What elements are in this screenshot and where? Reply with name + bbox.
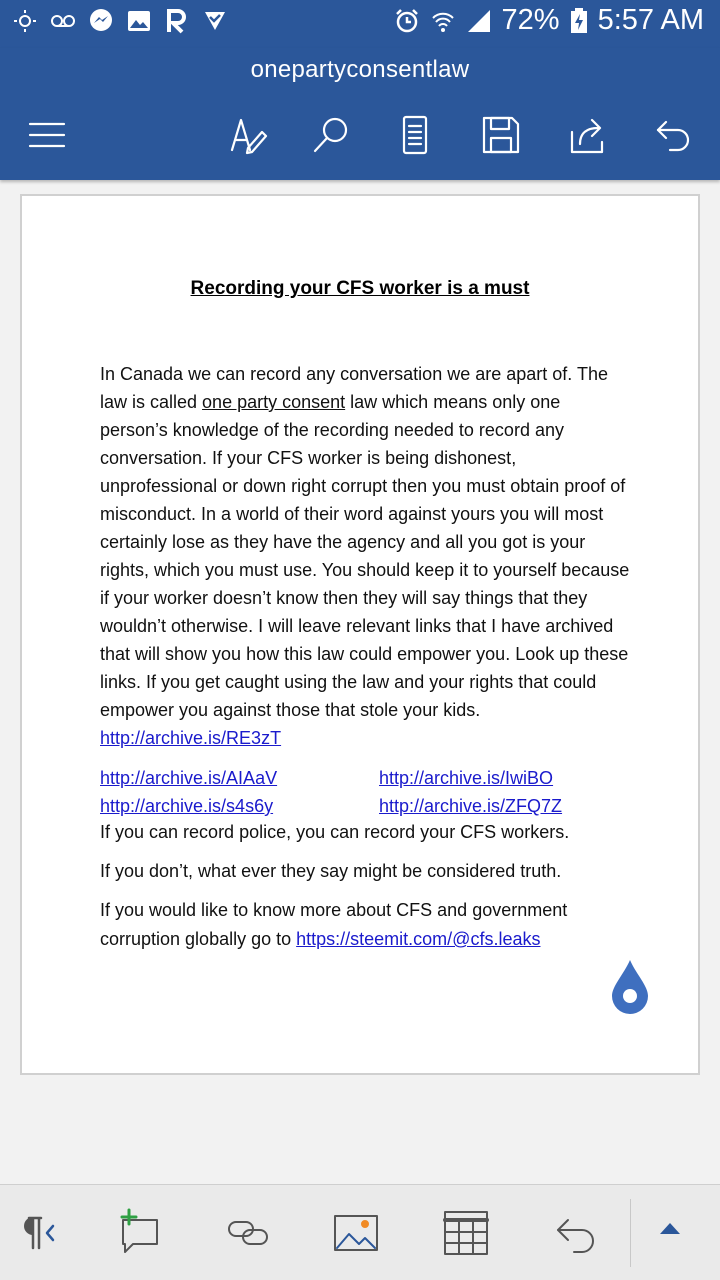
document-title[interactable]: onepartyconsentlaw xyxy=(250,56,470,83)
insert-picture-button[interactable] xyxy=(326,1203,386,1263)
expand-ribbon-icon[interactable] xyxy=(660,1223,680,1234)
gallery-icon xyxy=(126,8,152,34)
steemit-link[interactable]: https://steemit.com/@cfs.leaks xyxy=(296,929,541,949)
new-comment-button[interactable] xyxy=(108,1203,168,1263)
body-link[interactable]: http://archive.is/RE3zT xyxy=(100,728,282,748)
status-bar xyxy=(0,0,720,48)
paragraph-more-info xyxy=(100,896,630,954)
bottom-toolbar xyxy=(0,1184,720,1280)
search-icon xyxy=(310,114,352,156)
text-edit-icon xyxy=(226,114,268,156)
link-icon xyxy=(223,1208,273,1258)
reading-view-button[interactable] xyxy=(390,110,440,160)
download-check-icon xyxy=(202,8,228,34)
save-button[interactable] xyxy=(476,110,526,160)
body-paragraph xyxy=(100,360,630,752)
mobile-view-icon xyxy=(394,114,436,156)
share-icon xyxy=(566,114,608,156)
archive-link[interactable]: http://archive.is/AIAaV xyxy=(100,768,278,788)
undo-icon xyxy=(652,114,694,156)
battery-charging-icon xyxy=(570,8,588,34)
share-button[interactable] xyxy=(562,110,612,160)
undo-button[interactable] xyxy=(648,110,698,160)
toolbar-divider xyxy=(630,1199,631,1267)
alarm-icon xyxy=(394,8,420,34)
top-toolbar xyxy=(0,104,720,168)
edit-button[interactable] xyxy=(222,110,272,160)
paragraph-truth: If you don’t, what ever they say might be considered truth. xyxy=(100,861,562,881)
search-button[interactable] xyxy=(306,110,356,160)
body-text-rest: law which means only one person’s knowledge of the recording needed to record any conversation. If your CFS worker is being dishonest, unprofessional or down right corrupt then you must obtain proof of misconduct. In a world of their word against yours you will most certainly lose as they have the agency and all you got is your rights, which you must use. You should keep it to yourself because if your worker doesn’t know then they will say things that they wouldn’t otherwise. I will leave relevant links that I have archived that will show you how this law could empower you. Look up these links. If you get caught using the law and your rights that could empower you against those that stole your kids. xyxy=(100,392,630,720)
archive-link[interactable]: http://archive.is/s4s6y xyxy=(100,796,274,816)
archive-link[interactable]: http://archive.is/ZFQ7Z xyxy=(379,796,563,816)
paragraph-police: If you can record police, you can record your CFS workers. xyxy=(100,822,570,842)
insert-table-button[interactable] xyxy=(436,1203,496,1263)
voicemail-icon xyxy=(50,8,76,34)
text-cursor-drop-icon xyxy=(610,958,650,1016)
picture-icon xyxy=(331,1208,381,1258)
body-text-start: In Canada we can record any conversation we are apart of. The law is called xyxy=(100,364,608,412)
cursor-handle[interactable] xyxy=(610,958,650,1016)
body-underlined-phrase: one party consent xyxy=(202,392,346,412)
undo-bottom-button[interactable] xyxy=(545,1203,605,1263)
links-grid xyxy=(100,764,630,820)
undo-icon xyxy=(550,1208,600,1258)
clock-time: 5:57 AM xyxy=(597,4,704,36)
insert-link-button[interactable] xyxy=(218,1203,278,1263)
wifi-icon xyxy=(430,8,456,34)
menu-button[interactable] xyxy=(22,110,72,160)
document-page[interactable] xyxy=(20,194,700,1075)
paragraph-marks-button[interactable] xyxy=(2,1203,62,1263)
table-icon xyxy=(441,1208,491,1258)
archive-link[interactable]: http://archive.is/IwiBO xyxy=(379,768,554,788)
hamburger-icon xyxy=(26,114,68,156)
messenger-icon xyxy=(88,8,114,34)
sync-icon xyxy=(12,8,38,34)
document-heading: Recording your CFS worker is a must xyxy=(190,278,530,299)
battery-percent: 72% xyxy=(501,4,560,36)
signal-icon xyxy=(466,8,492,34)
app-header xyxy=(0,48,720,180)
r-app-icon xyxy=(164,8,190,34)
paragraph-more-text: If you would like to know more about CFS and government corruption globally go to xyxy=(100,900,568,949)
save-icon xyxy=(480,114,522,156)
comment-add-icon xyxy=(113,1208,163,1258)
pilcrow-icon xyxy=(7,1208,57,1258)
